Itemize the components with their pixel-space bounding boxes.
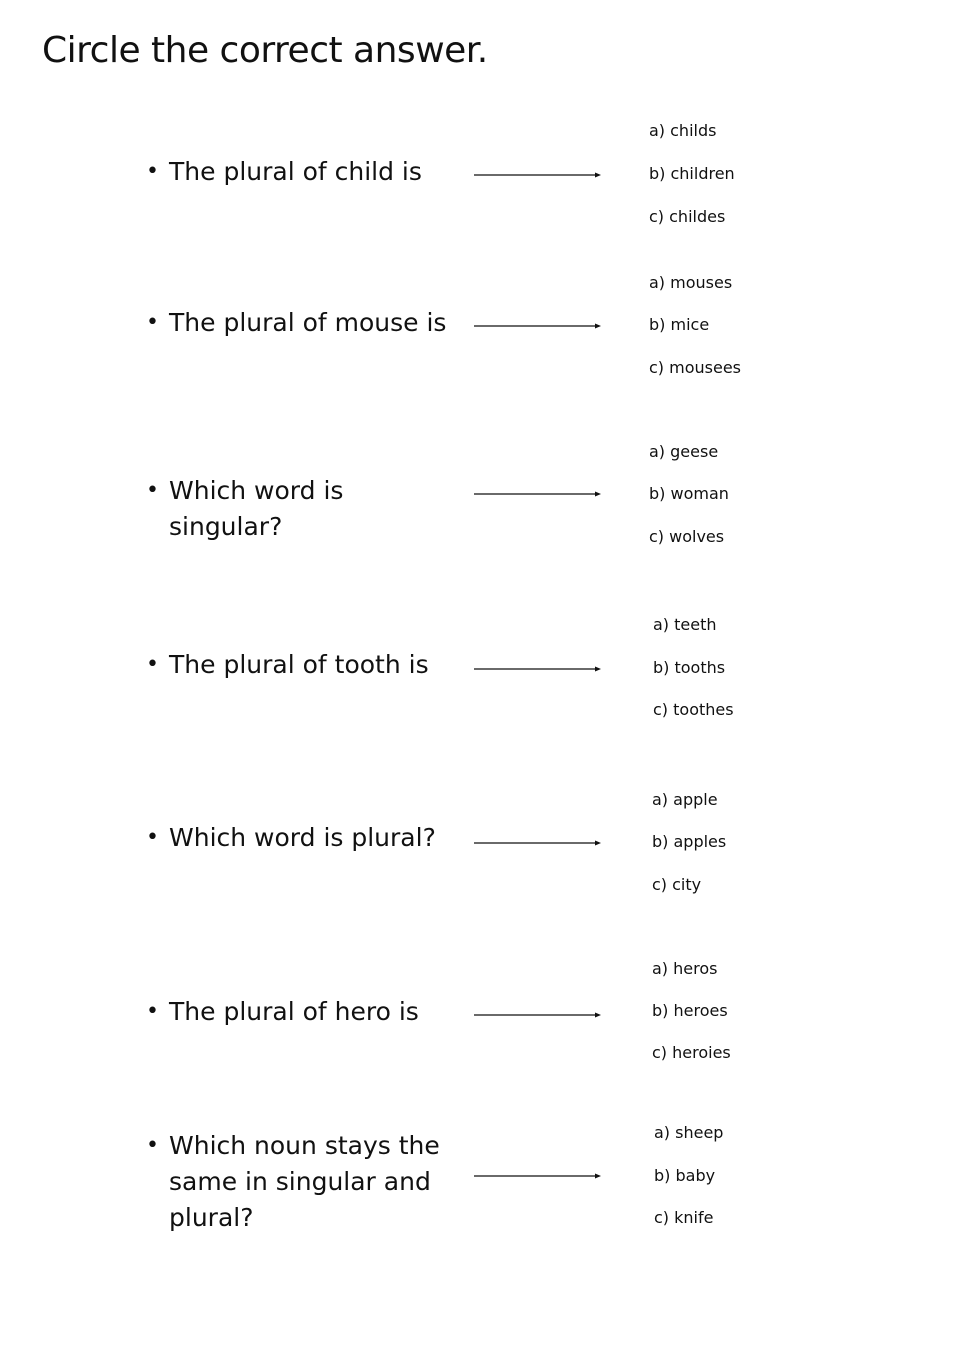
arrow-icon bbox=[474, 490, 601, 498]
question-text: Which word is plural? bbox=[169, 823, 436, 852]
question-text: The plural of hero is bbox=[169, 997, 419, 1026]
answer-option[interactable]: b) baby bbox=[654, 1166, 716, 1185]
answer-option[interactable]: c) childes bbox=[649, 207, 726, 226]
answer-option[interactable]: c) knife bbox=[654, 1208, 714, 1227]
answer-option[interactable]: b) heroes bbox=[652, 1001, 728, 1020]
arrow-icon bbox=[474, 839, 601, 847]
answer-option[interactable]: c) mousees bbox=[649, 358, 741, 377]
arrow-icon bbox=[474, 171, 601, 179]
answer-option[interactable]: b) apples bbox=[652, 832, 727, 851]
answer-option[interactable]: a) teeth bbox=[653, 615, 717, 634]
question-text: Which word is singular? bbox=[169, 476, 344, 541]
answer-option[interactable]: b) mice bbox=[649, 315, 710, 334]
worksheet-title: Circle the correct answer. bbox=[42, 30, 488, 71]
answer-option[interactable]: c) city bbox=[652, 875, 702, 894]
answer-option[interactable]: a) mouses bbox=[649, 273, 733, 292]
question-text: Which noun stays the same in singular and plural? bbox=[169, 1131, 440, 1232]
question-6 bbox=[146, 994, 456, 1030]
answer-option[interactable]: a) heros bbox=[652, 959, 718, 978]
answer-option[interactable]: b) woman bbox=[649, 484, 729, 503]
question-2 bbox=[146, 305, 456, 341]
question-3 bbox=[146, 473, 456, 545]
answer-option[interactable]: a) childs bbox=[649, 121, 717, 140]
question-5 bbox=[146, 820, 456, 856]
arrow-icon bbox=[474, 1011, 601, 1019]
answer-option[interactable]: c) wolves bbox=[649, 527, 725, 546]
answer-option[interactable]: a) geese bbox=[649, 442, 719, 461]
question-1 bbox=[146, 154, 456, 190]
bullet-icon: • bbox=[146, 999, 159, 1024]
answer-option[interactable]: a) apple bbox=[652, 790, 718, 809]
question-text: The plural of child is bbox=[169, 157, 422, 186]
arrow-icon bbox=[474, 322, 601, 330]
bullet-icon: • bbox=[146, 310, 159, 335]
question-text: The plural of tooth is bbox=[169, 650, 429, 679]
bullet-icon: • bbox=[146, 1133, 159, 1158]
arrow-icon bbox=[474, 665, 601, 673]
answer-option[interactable]: c) heroies bbox=[652, 1043, 731, 1062]
answer-option[interactable]: b) children bbox=[649, 164, 735, 183]
question-text: The plural of mouse is bbox=[169, 308, 447, 337]
answer-option[interactable]: c) toothes bbox=[653, 700, 734, 719]
answer-option[interactable]: b) tooths bbox=[653, 658, 726, 677]
bullet-icon: • bbox=[146, 159, 159, 184]
bullet-icon: • bbox=[146, 825, 159, 850]
question-4 bbox=[146, 647, 456, 683]
arrow-icon bbox=[474, 1172, 601, 1180]
answer-option[interactable]: a) sheep bbox=[654, 1123, 724, 1142]
question-7 bbox=[146, 1128, 446, 1236]
bullet-icon: • bbox=[146, 652, 159, 677]
bullet-icon: • bbox=[146, 478, 159, 503]
